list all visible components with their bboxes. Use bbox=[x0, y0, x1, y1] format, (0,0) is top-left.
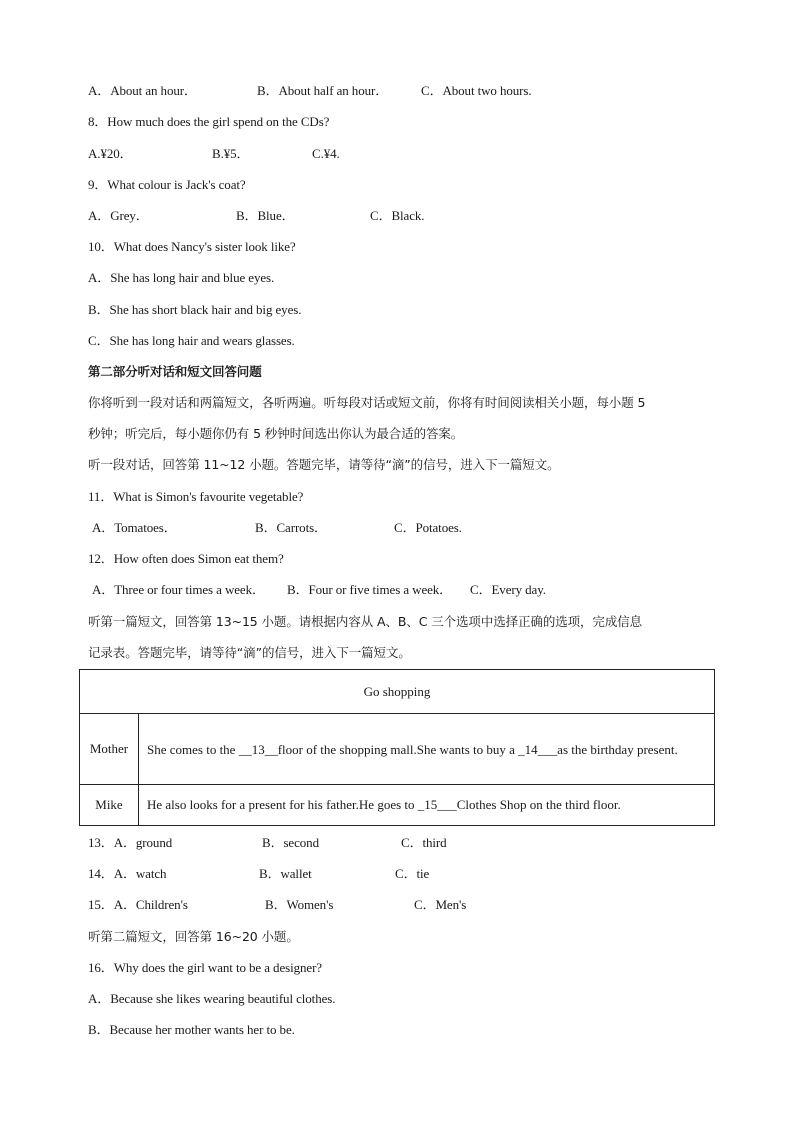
table-row-head: Mother bbox=[80, 714, 139, 785]
table-row bbox=[80, 785, 715, 826]
q10-question: 10．What does Nancy's sister look like? bbox=[88, 239, 296, 254]
table-row-text: She comes to the __13__floor of the shopping mall.She wants to buy a _14___as the birthday present. bbox=[139, 714, 715, 785]
q11-option-a: A．Tomatoes． bbox=[92, 520, 177, 535]
q9-question: 9．What colour is Jack's coat? bbox=[88, 177, 246, 192]
q11-question: 11．What is Simon's favourite vegetable? bbox=[88, 489, 304, 504]
q12-option-b: B．Four or five times a week． bbox=[287, 582, 453, 597]
q8-option-c: C.¥4. bbox=[312, 146, 340, 161]
table-row-head: Mike bbox=[80, 785, 139, 826]
q8-question: 8．How much does the girl spend on the CDs? bbox=[88, 114, 330, 129]
q12-question: 12．How often does Simon eat them? bbox=[88, 551, 284, 566]
table-row bbox=[80, 714, 715, 785]
q11-option-c: C．Potatoes. bbox=[394, 520, 462, 535]
q10-option-c: C．She has long hair and wears glasses. bbox=[88, 333, 295, 348]
q9-option-c: C．Black. bbox=[370, 208, 425, 223]
table-title: Go shopping bbox=[80, 670, 715, 714]
q8-option-a: A.¥20． bbox=[88, 146, 133, 161]
q9-option-b: B．Blue． bbox=[236, 208, 295, 223]
q14-option-a: 14．A．watch bbox=[88, 866, 167, 881]
q12-option-c: C．Every day. bbox=[470, 582, 546, 597]
instruction-4: 听第二篇短文，回答第 16~20 小题。 bbox=[88, 929, 299, 944]
q7-option-a: A．About an hour． bbox=[88, 83, 197, 98]
q7-option-b: B．About half an hour． bbox=[257, 83, 389, 98]
q16-option-a: A．Because she likes wearing beautiful clothes. bbox=[88, 991, 336, 1006]
q16-option-b: B．Because her mother wants her to be. bbox=[88, 1022, 295, 1037]
instruction-2: 听一段对话，回答第 11~12 小题。答题完毕，请等待“滴”的信号，进入下一篇短文。 bbox=[88, 457, 560, 472]
q9-option-a: A．Grey． bbox=[88, 208, 149, 223]
instruction-3-line-1: 听第一篇短文，回答第 13~15 小题。请根据内容从 A、B、C 三个选项中选择正确的选项，完成信息 bbox=[88, 614, 643, 629]
table-row-text: He also looks for a present for his father.He goes to _15___Clothes Shop on the third floor. bbox=[139, 785, 715, 826]
q13-option-a: 13．A．ground bbox=[88, 835, 173, 850]
q12-option-a: A．Three or four times a week． bbox=[92, 582, 265, 597]
q8-option-b: B.¥5． bbox=[212, 146, 250, 161]
q13-option-c: C．third bbox=[401, 835, 447, 850]
q10-option-b: B．She has short black hair and big eyes. bbox=[88, 302, 302, 317]
info-record-table bbox=[79, 669, 715, 826]
q11-option-b: B．Carrots． bbox=[255, 520, 327, 535]
q16-question: 16．Why does the girl want to be a designer? bbox=[88, 960, 322, 975]
q14-option-b: B．wallet bbox=[259, 866, 312, 881]
q15-option-b: B．Women's bbox=[265, 897, 334, 912]
q15-option-a: 15．A．Children's bbox=[88, 897, 188, 912]
instruction-1-line-2: 秒钟；听完后，每小题你仍有 5 秒钟时间选出你认为最合适的答案。 bbox=[88, 426, 464, 441]
q10-option-a: A．She has long hair and blue eyes. bbox=[88, 270, 275, 285]
instruction-3-line-2: 记录表。答题完毕，请等待“滴”的信号，进入下一篇短文。 bbox=[88, 645, 411, 660]
part2-heading: 第二部分听对话和短文回答问题 bbox=[88, 364, 262, 379]
q13-option-b: B．second bbox=[262, 835, 319, 850]
q14-option-c: C．tie bbox=[395, 866, 430, 881]
instruction-1-line-1: 你将听到一段对话和两篇短文，各听两遍。听每段对话或短文前，你将有时间阅读相关小题，每小题 5 bbox=[88, 395, 646, 410]
q15-option-c: C．Men's bbox=[414, 897, 467, 912]
q7-option-c: C．About two hours. bbox=[421, 83, 532, 98]
